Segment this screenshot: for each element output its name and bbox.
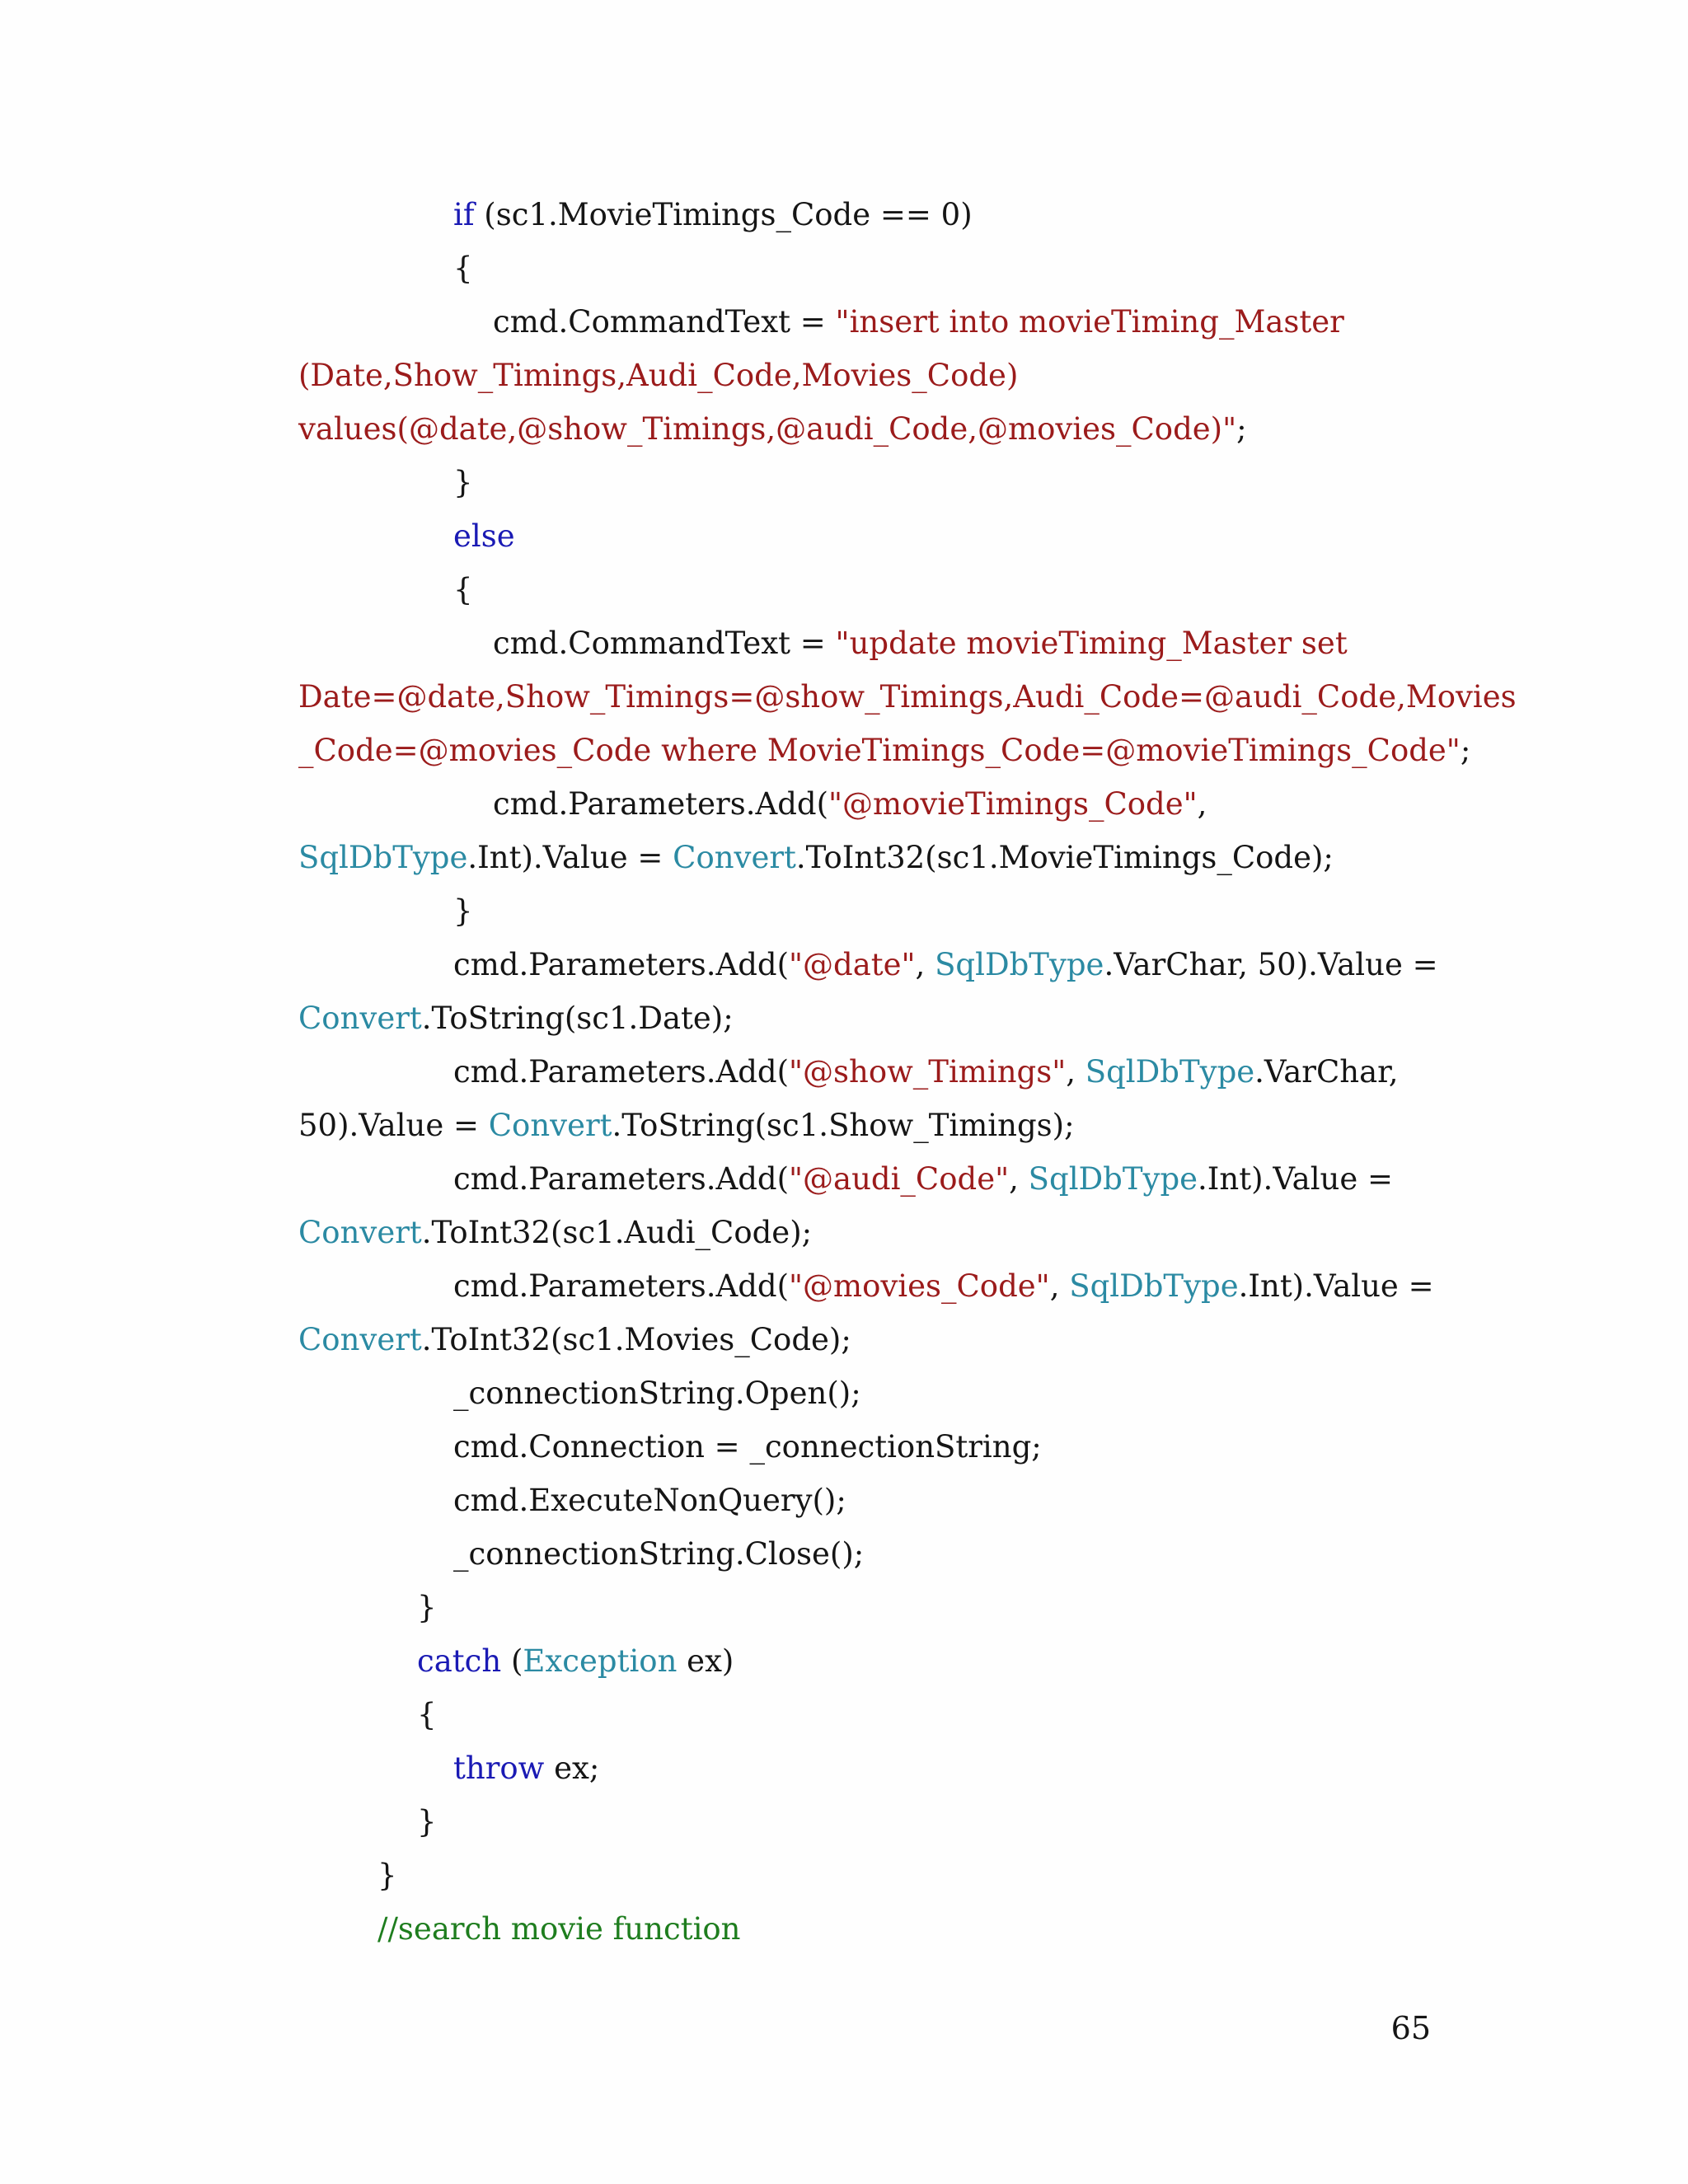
code-line [298,188,1436,241]
code-text: cmd.Parameters.Add( [453,947,789,982]
code-text: cmd.Parameters.Add( [453,1161,789,1197]
code-text: (sc1.MovieTimings_Code == 0) [474,197,973,232]
code-string: "@movies_Code" [789,1268,1050,1304]
code-text: .ToInt32(sc1.Movies_Code); [421,1322,851,1357]
code-line [298,1741,1436,1795]
code-type: SqlDbType [1069,1268,1239,1304]
code-text: .ToString(sc1.Show_Timings); [612,1108,1075,1143]
code-keyword: catch [417,1643,502,1679]
code-type: Exception [523,1643,678,1679]
code-line [298,1688,1436,1741]
code-string: "insert into movieTiming_Master [835,304,1344,340]
code-text: ; [1460,733,1471,768]
code-type: SqlDbType [1028,1161,1198,1197]
code-text: , [1009,1161,1029,1197]
code-text: , [915,947,935,982]
code-text: .ToString(sc1.Date); [421,1001,734,1036]
code-keyword: else [453,518,515,554]
code-line [298,509,1436,563]
code-line [298,349,1436,402]
code-text: ex) [677,1643,734,1679]
code-string: "@movieTimings_Code" [828,786,1198,822]
code-string: Date=@date,Show_Timings=@show_Timings,Audi_Code=@audi_Code,Movies [298,679,1517,715]
code-text: cmd.Connection = _connectionString; [453,1429,1042,1465]
code-line [298,456,1436,509]
code-type: Convert [488,1108,612,1143]
code-comment: //search movie function [377,1911,741,1947]
code-type: Convert [298,1322,422,1357]
page-number: 65 [1390,2010,1431,2046]
code-line [298,1152,1436,1206]
code-line [298,1259,1436,1313]
code-type: SqlDbType [298,840,468,875]
code-text: .VarChar, 50).Value = [1104,947,1438,982]
code-string: (Date,Show_Timings,Audi_Code,Movies_Code) [298,358,1019,393]
code-text: } [377,1858,397,1893]
code-text: ex; [544,1750,600,1786]
code-string: "update movieTiming_Master set [835,626,1348,661]
code-text: cmd.Parameters.Add( [453,1268,789,1304]
code-text: _connectionString.Close(); [453,1536,865,1572]
code-line [298,616,1436,670]
code-line [298,831,1436,884]
code-text: { [453,251,473,286]
code-text: .Int).Value = [467,840,673,875]
code-type: SqlDbType [1085,1054,1255,1090]
code-line [298,1366,1436,1420]
code-text: cmd.CommandText = [493,626,836,661]
code-line [298,1849,1436,1902]
code-text: } [453,893,473,929]
code-text: .ToInt32(sc1.MovieTimings_Code); [795,840,1334,875]
code-line [298,402,1436,456]
code-line [298,1902,1436,1956]
code-text: } [417,1804,437,1840]
code-text: cmd.Parameters.Add( [493,786,828,822]
code-text: .Int).Value = [1238,1268,1434,1304]
code-text: , [1197,786,1207,822]
code-text: { [417,1697,437,1732]
code-keyword: if [453,197,475,232]
code-line [298,1045,1436,1099]
code-line [298,1420,1436,1474]
code-text: cmd.CommandText = [493,304,836,340]
code-line [298,1634,1436,1688]
code-line [298,1474,1436,1527]
code-text: ; [1236,411,1247,447]
code-string: "@date" [789,947,916,982]
code-line [298,1206,1436,1259]
code-type: SqlDbType [935,947,1104,982]
code-line [298,724,1471,777]
code-line [298,1795,1436,1849]
code-text: cmd.ExecuteNonQuery(); [453,1483,846,1518]
code-line [298,1099,1436,1152]
code-type: Convert [298,1001,422,1036]
code-line [298,295,1436,349]
code-line [298,777,1436,831]
code-type: Convert [298,1215,422,1250]
code-line [298,938,1436,991]
code-line [298,670,1517,724]
code-text: .ToInt32(sc1.Audi_Code); [421,1215,813,1250]
code-text: , [1049,1268,1070,1304]
code-text: cmd.Parameters.Add( [453,1054,789,1090]
code-text: 50).Value = [298,1108,489,1143]
code-keyword: throw [453,1750,545,1786]
code-type: Convert [673,840,796,875]
code-text: { [453,572,473,607]
code-line [298,991,1436,1045]
code-text: } [417,1590,437,1625]
code-listing [298,188,1517,1956]
code-text: , [1066,1054,1085,1090]
code-string: "@show_Timings" [789,1054,1067,1090]
code-line [298,1581,1436,1634]
code-line [298,1313,1436,1366]
code-text: .Int).Value = [1198,1161,1394,1197]
code-text: ( [501,1643,523,1679]
code-string: _Code=@movies_Code where MovieTimings_Code=@movieTimings_Code" [298,733,1461,768]
code-line [298,1527,1436,1581]
code-string: "@audi_Code" [789,1161,1010,1197]
code-string: values(@date,@show_Timings,@audi_Code,@movies_Code)" [298,411,1237,447]
code-line [298,563,1436,616]
code-text: .VarChar, [1254,1054,1399,1090]
code-text: _connectionString.Open(); [453,1376,861,1411]
code-text: } [453,465,473,500]
code-line [298,241,1436,295]
code-line [298,884,1436,938]
